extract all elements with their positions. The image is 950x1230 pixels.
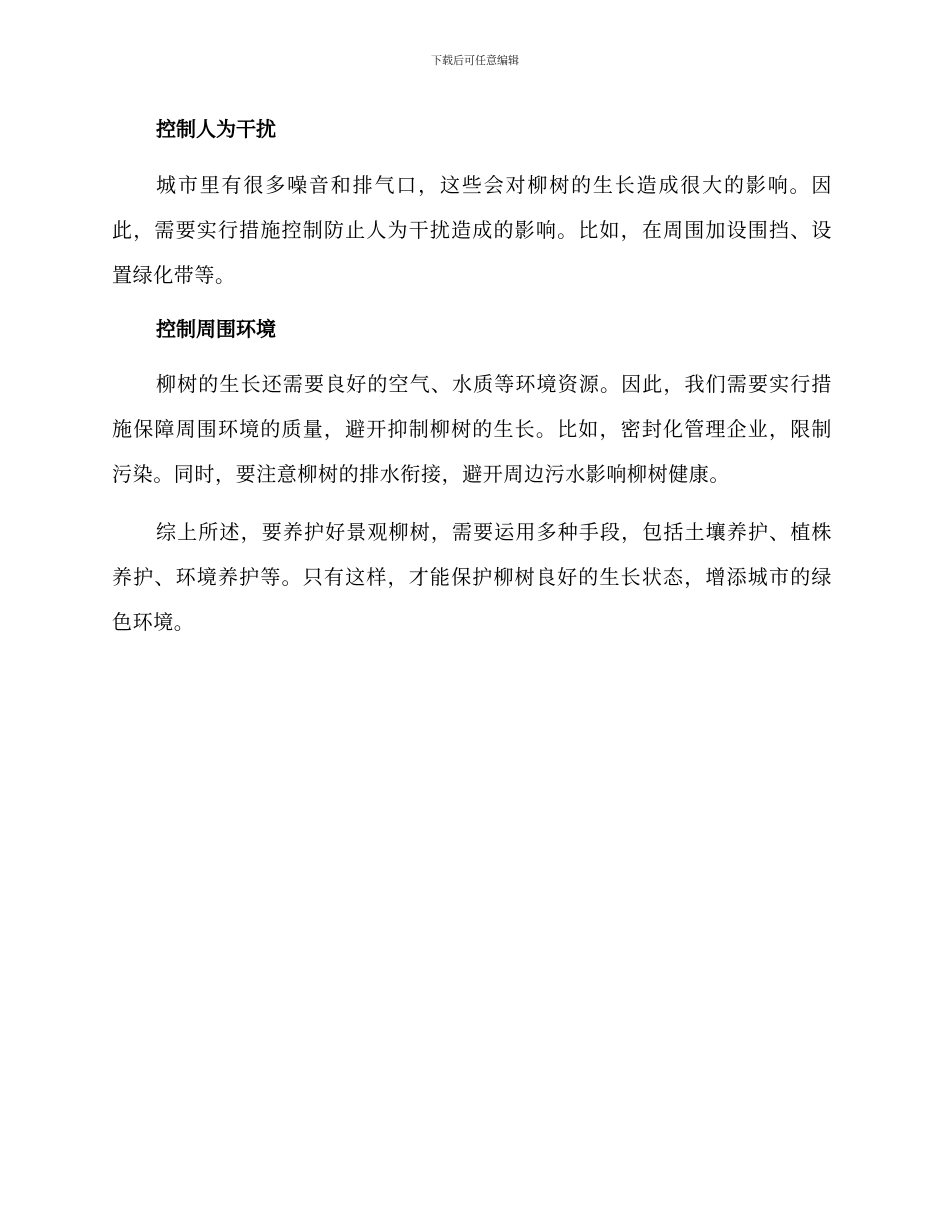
section-paragraph-human-interference: 城市里有很多噪音和排气口，这些会对柳树的生长造成很大的影响。因此，需要实行措施控制防止人为干扰造成的影响。比如，在周围加设围挡、设置绿化带等。: [112, 173, 832, 287]
section-heading-surrounding-environment: 控制周围环境: [156, 317, 276, 341]
section-heading-human-interference: 控制人为干扰: [156, 117, 276, 141]
conclusion-paragraph: 综上所述，要养护好景观柳树，需要运用多种手段，包括土壤养护、植株养护、环境养护等。只有这样，才能保护柳树良好的生长状态，增添城市的绿色环境。: [112, 520, 832, 634]
document-body: [112, 112, 832, 645]
section-paragraph-surrounding-environment: 柳树的生长还需要良好的空气、水质等环境资源。因此，我们需要实行措施保障周围环境的质量，避开抑制柳树的生长。比如，密封化管理企业，限制污染。同时，要注意柳树的排水衔接，避开周边污水影响柳树健康。: [112, 372, 832, 486]
page-header: 下载后可任意编辑: [431, 54, 519, 67]
